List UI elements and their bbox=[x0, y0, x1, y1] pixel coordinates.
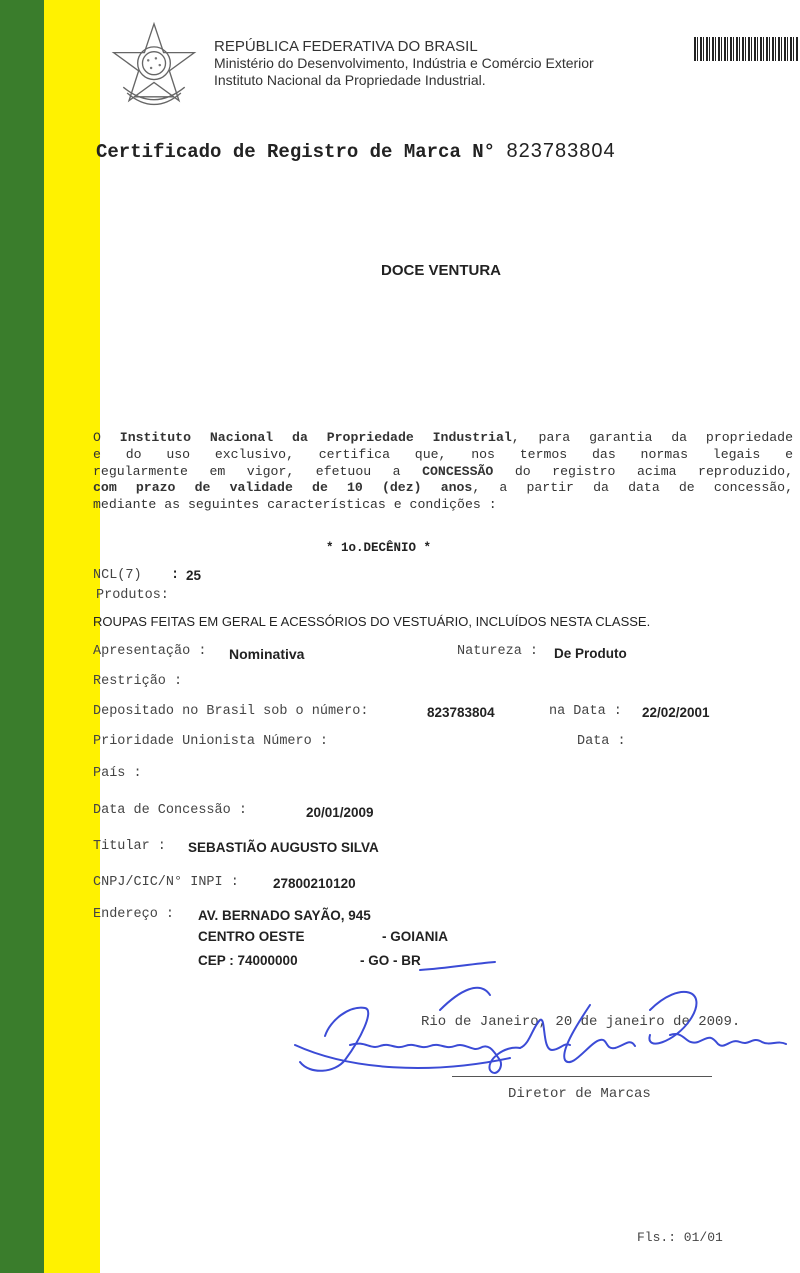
issuer-header bbox=[214, 38, 594, 89]
paragraph-text: O bbox=[93, 430, 120, 445]
coat-of-arms-seal bbox=[106, 20, 202, 116]
signature-line bbox=[452, 1076, 712, 1077]
header-institute: Instituto Nacional da Propriedade Industrial. bbox=[214, 72, 486, 88]
title-number: 823783804 bbox=[506, 140, 616, 162]
endereco-cidade: - GOIANIA bbox=[382, 929, 448, 944]
paragraph-line-2: e do uso exclusivo, certifica que, nos termos das normas legais e bbox=[93, 446, 793, 462]
titular-label: Titular : bbox=[93, 839, 166, 854]
paragraph-text: regularmente em vigor, efetuou a bbox=[93, 463, 423, 479]
paragraph-text: , para garantia da propriedade bbox=[511, 430, 793, 445]
paragraph-line-1 bbox=[93, 430, 793, 447]
page-number: Fls.: 01/01 bbox=[637, 1230, 723, 1245]
paragraph-line-3 bbox=[93, 464, 793, 481]
deposito-date-label: na Data : bbox=[549, 704, 622, 719]
titular-value: SEBASTIÃO AUGUSTO SILVA bbox=[188, 840, 379, 855]
endereco-bairro: CENTRO OESTE bbox=[198, 929, 305, 944]
yellow-stripe bbox=[44, 0, 100, 1273]
place-date: Rio de Janeiro, 20 de janeiro de 2009. bbox=[421, 1014, 741, 1030]
restricao-label: Restrição : bbox=[93, 674, 183, 689]
certificate-paragraph bbox=[93, 430, 793, 514]
header-ministry: Ministério do Desenvolvimento, Indústria e Comércio Exterior bbox=[214, 55, 594, 71]
ncl-separator: : bbox=[171, 568, 180, 583]
decenio-label: * 1o.DECÊNIO * bbox=[326, 541, 432, 555]
signer-title: Diretor de Marcas bbox=[508, 1086, 651, 1102]
handwritten-signature bbox=[290, 950, 800, 1130]
ncl-value: 25 bbox=[186, 568, 202, 583]
deposito-number: 823783804 bbox=[427, 705, 495, 720]
endereco-uf: - GO - BR bbox=[360, 953, 421, 968]
cnpj-label: CNPJ/CIC/N° INPI : bbox=[93, 875, 239, 890]
produtos-label: Produtos: bbox=[96, 588, 169, 603]
endereco-cep: CEP : 74000000 bbox=[198, 953, 298, 968]
natureza-value: De Produto bbox=[554, 646, 627, 661]
concessao-value: 20/01/2009 bbox=[306, 805, 374, 820]
paragraph-bold: CONCESSÃO bbox=[422, 463, 494, 479]
natureza-label: Natureza : bbox=[457, 644, 539, 659]
prioridade-date-label: Data : bbox=[577, 734, 626, 749]
deposito-label: Depositado no Brasil sob o número: bbox=[93, 704, 369, 719]
produtos-value: ROUPAS FEITAS EM GERAL E ACESSÓRIOS DO VESTUÁRIO, INCLUÍDOS NESTA CLASSE. bbox=[93, 614, 651, 629]
prioridade-label: Prioridade Unionista Número : bbox=[93, 734, 328, 749]
endereco-label: Endereço : bbox=[93, 907, 175, 922]
ncl-label: NCL(7) bbox=[93, 568, 142, 583]
deposito-date-value: 22/02/2001 bbox=[642, 705, 710, 720]
barcode bbox=[694, 37, 798, 61]
cnpj-value: 27800210120 bbox=[273, 876, 356, 891]
concessao-label: Data de Concessão : bbox=[93, 803, 247, 818]
apresentacao-label: Apresentação : bbox=[93, 644, 207, 659]
paragraph-text: do registro acima reproduzido, bbox=[493, 463, 794, 479]
title-label: Certificado de Registro de Marca N° bbox=[96, 141, 496, 163]
paragraph-line-4 bbox=[93, 480, 793, 497]
paragraph-text: , a partir da data de concessão, bbox=[472, 480, 793, 496]
paragraph-line-5: mediante as seguintes características e condições : bbox=[93, 497, 497, 513]
certificate-title bbox=[96, 140, 616, 163]
paragraph-bold: com prazo de validade de 10 (dez) anos bbox=[93, 480, 473, 496]
paragraph-bold: Instituto Nacional da Propriedade Industrial bbox=[119, 430, 512, 445]
header-republic: REPÚBLICA FEDERATIVA DO BRASIL bbox=[214, 38, 478, 55]
apresentacao-value: Nominativa bbox=[229, 646, 305, 662]
endereco-street: AV. BERNADO SAYÃO, 945 bbox=[198, 908, 371, 923]
green-stripe bbox=[0, 0, 44, 1273]
mark-name: DOCE VENTURA bbox=[380, 262, 501, 279]
pais-label: País : bbox=[93, 766, 142, 781]
